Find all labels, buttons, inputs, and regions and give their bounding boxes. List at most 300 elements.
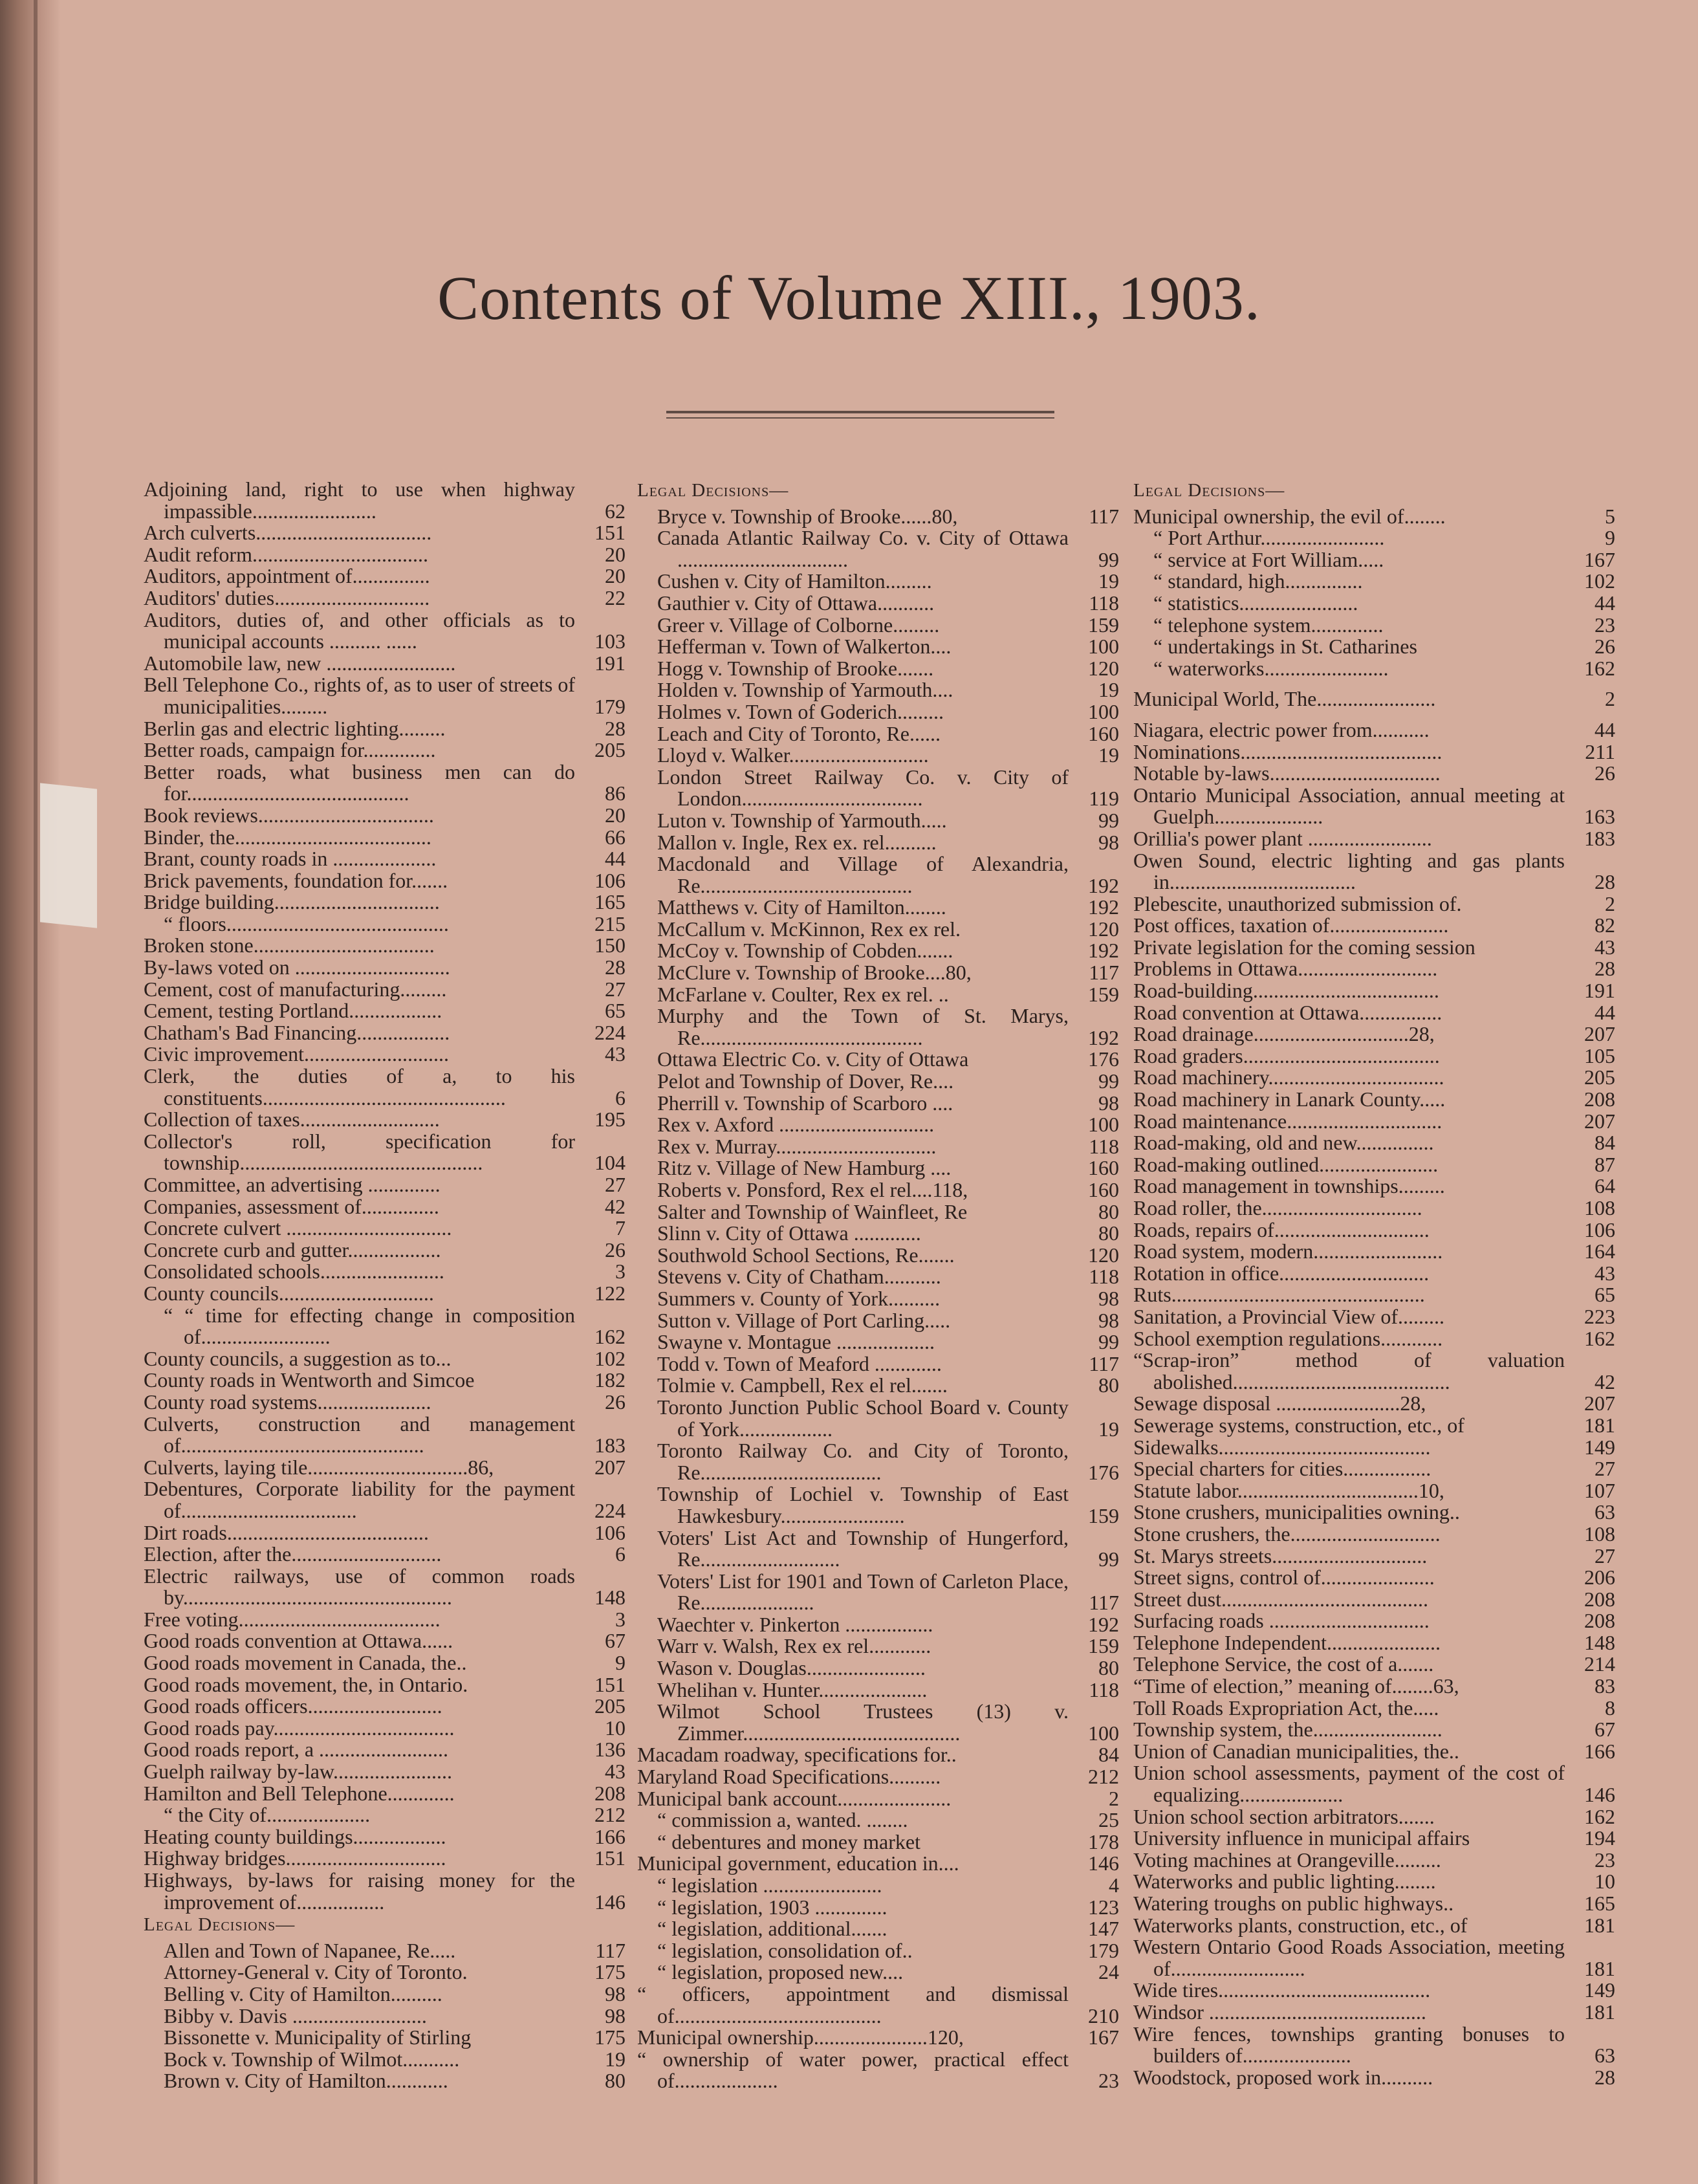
entry-text: Waterworks plants, construction, etc., of (1133, 1913, 1468, 1937)
entry-page-number: 80 (1098, 1373, 1119, 1397)
index-entry (1133, 915, 1615, 937)
entry-text: Highway bridges............................... (144, 1846, 446, 1870)
entry-text: Warr v. Walsh, Rex ex rel............ (657, 1634, 931, 1658)
entry-page-number: 151 (594, 521, 626, 545)
index-entry (637, 701, 1119, 723)
index-entry (1133, 1349, 1615, 1393)
index-entry (1133, 1002, 1615, 1024)
entry-text: Waechter v. Pinkerton ................. (657, 1612, 933, 1636)
entry-page-number: 43 (1595, 935, 1615, 959)
entry-page-number: 44 (1595, 1000, 1615, 1024)
entry-page-number: 20 (605, 564, 626, 588)
entry-page-number: 6 (615, 1542, 626, 1566)
entry-text: Problems in Ottawa........................... (1133, 957, 1438, 981)
entry-page-number: 26 (1595, 635, 1615, 659)
entry-page-number: 27 (1595, 1457, 1615, 1481)
entry-page-number: 28 (1595, 870, 1615, 894)
entry-page-number: 8 (1605, 1696, 1615, 1720)
entry-page-number: 167 (1088, 2026, 1119, 2049)
index-entry (144, 870, 626, 892)
entry-page-number: 27 (1595, 1544, 1615, 1567)
entry-text: Niagara, electric power from........... (1133, 717, 1430, 741)
entry-page-number: 148 (1584, 1630, 1615, 1654)
entry-page-number: 207 (1584, 1022, 1615, 1046)
index-entry (144, 1131, 626, 1174)
index-entry (1133, 1132, 1615, 1154)
entry-page-number: 166 (1584, 1739, 1615, 1763)
entry-text: Telephone Service, the cost of a....... (1133, 1652, 1434, 1676)
entry-page-number: 5 (1605, 504, 1615, 528)
index-entry (637, 1201, 1119, 1223)
entry-text: Union school section arbitrators....... (1133, 1804, 1435, 1828)
index-entry (144, 1370, 626, 1392)
entry-text: Audit reform.................................. (144, 542, 428, 566)
entry-text: Bridge building................................ (144, 890, 440, 914)
entry-text: Sutton v. Village of Port Carling..... (657, 1308, 951, 1332)
entry-page-number: 28 (1595, 2065, 1615, 2089)
entry-page-number: 44 (1595, 591, 1615, 615)
index-entry (637, 810, 1119, 832)
index-entry (144, 1022, 626, 1044)
index-entry (637, 1331, 1119, 1353)
index-entry (637, 832, 1119, 854)
entry-text: Concrete curb and gutter.................. (144, 1238, 441, 1261)
entry-page-number: 176 (1088, 1047, 1119, 1071)
entry-page-number: 44 (1595, 717, 1615, 741)
entry-page-number: 26 (605, 1390, 626, 1414)
entry-page-number: 44 (605, 847, 626, 871)
index-entry (144, 761, 626, 805)
index-entry (144, 1961, 626, 1983)
entry-text: “ statistics....................... (1153, 591, 1358, 615)
index-entry (1133, 1567, 1615, 1589)
index-entry (144, 1000, 626, 1022)
index-entry (637, 1744, 1119, 1766)
entry-text: Free voting....................................... (144, 1607, 441, 1631)
entry-text: Auditors, duties of, and other officials as to municipal accounts .......... ...... (144, 607, 575, 653)
entry-text: Cushen v. City of Hamilton......... (657, 569, 932, 593)
entry-text: Bryce v. Township of Brooke......80, (657, 504, 958, 528)
index-entry (1133, 1306, 1615, 1328)
index-entry (1133, 1936, 1615, 1980)
entry-text: Adjoining land, right to use when highway impassible........................ (144, 477, 575, 523)
index-entry (144, 1630, 626, 1652)
entry-text: Bibby v. Davis .......................... (164, 2004, 427, 2027)
entry-page-number: 42 (1595, 1370, 1615, 1393)
index-entry (1133, 980, 1615, 1002)
entry-page-number: 100 (1088, 635, 1119, 659)
index-entry (144, 2070, 626, 2092)
entry-text: Bissonette v. Municipality of Stirling (164, 2026, 472, 2049)
entry-text: Good roads report, a ......................... (144, 1738, 449, 1762)
entry-page-number: 82 (1595, 913, 1615, 937)
entry-text: Street dust........................................ (1133, 1587, 1428, 1611)
index-entry (637, 1071, 1119, 1093)
index-entry (1133, 1089, 1615, 1111)
index-entry (637, 1049, 1119, 1071)
entry-page-number: 195 (594, 1108, 626, 1131)
entry-text: Greer v. Village of Colborne......... (657, 613, 940, 637)
entry-page-number: 62 (605, 499, 626, 523)
entry-text: McFarlane v. Coulter, Rex ex rel. .. (657, 982, 949, 1006)
index-entry (144, 979, 626, 1001)
index-entry (637, 1310, 1119, 1332)
index-entry (1133, 658, 1615, 680)
entry-page-number: 205 (594, 1694, 626, 1718)
index-entry (637, 658, 1119, 680)
index-entry (1133, 828, 1615, 850)
entry-text: Guelph railway by-law....................... (144, 1760, 452, 1784)
entry-text: “ legislation, consolidation of.. (657, 1938, 913, 1962)
entry-page-number: 159 (1088, 613, 1119, 637)
index-entry (637, 1614, 1119, 1636)
entry-page-number: 23 (1098, 2069, 1119, 2093)
index-entry (637, 1766, 1119, 1788)
index-entry (1133, 850, 1615, 893)
entry-page-number: 105 (1584, 1043, 1615, 1067)
entry-page-number: 194 (1584, 1826, 1615, 1850)
index-entry (1133, 571, 1615, 593)
index-entry (1133, 1241, 1615, 1263)
entry-text: Ruts................................................. (1133, 1283, 1425, 1307)
index-entry (637, 1288, 1119, 1310)
entry-page-number: 164 (1584, 1239, 1615, 1263)
index-entry (1133, 1175, 1615, 1197)
entry-page-number: 19 (1098, 678, 1119, 702)
index-entry (1133, 1111, 1615, 1133)
entry-page-number: 100 (1088, 1721, 1119, 1745)
entry-text: Culverts, laying tile...............................86, (144, 1455, 494, 1479)
index-entry (144, 935, 626, 957)
entry-page-number: 151 (594, 1846, 626, 1870)
entry-text: McCallum v. McKinnon, Rex ex rel. (657, 917, 961, 941)
index-entry (637, 1440, 1119, 1483)
entry-text: Macadam roadway, specifications for.. (637, 1743, 957, 1767)
index-entry (144, 827, 626, 849)
entry-page-number: 120 (1088, 917, 1119, 941)
entry-page-number: 206 (1584, 1566, 1615, 1589)
index-entry (1133, 549, 1615, 571)
entry-page-number: 118 (1089, 591, 1119, 615)
entry-page-number: 98 (1098, 1091, 1119, 1115)
entry-page-number: 210 (1088, 2004, 1119, 2027)
index-entry (144, 609, 626, 653)
index-entry (144, 1348, 626, 1370)
index-entry (1133, 1828, 1615, 1850)
entry-text: Collector's roll, specification for township............................................... (144, 1129, 575, 1175)
title-rule-bottom (666, 417, 1054, 419)
index-entry (1133, 719, 1615, 741)
entry-page-number: 23 (1595, 613, 1615, 637)
entry-page-number: 26 (605, 1238, 626, 1261)
index-entry (1133, 741, 1615, 763)
index-entry (1133, 1523, 1615, 1545)
index-entry (1133, 785, 1615, 828)
index-entry (144, 1783, 626, 1805)
entry-text: Macdonald and Village of Alexandria, Re......................................... (657, 852, 1069, 897)
entry-text: “ undertakings in St. Catharines (1153, 635, 1417, 659)
entry-page-number: 84 (1595, 1131, 1615, 1155)
entry-text: Rotation in office............................. (1133, 1261, 1430, 1285)
entry-page-number: 106 (594, 868, 626, 892)
entry-page-number: 100 (1088, 1113, 1119, 1137)
entry-page-number: 160 (1088, 721, 1119, 745)
entry-text: “Scrap-iron” method of valuation abolished.......................................... (1133, 1348, 1565, 1393)
entry-page-number: 118 (1089, 1265, 1119, 1289)
index-entry (637, 1114, 1119, 1136)
index-entry (144, 544, 626, 566)
entry-page-number: 149 (1584, 1435, 1615, 1459)
entry-page-number: 66 (605, 825, 626, 849)
entry-page-number: 146 (1584, 1783, 1615, 1807)
entry-text: Municipal World, The....................... (1133, 687, 1436, 711)
entry-page-number: 192 (1088, 1612, 1119, 1636)
index-entry (144, 522, 626, 544)
entry-page-number: 100 (1088, 699, 1119, 723)
entry-page-number: 20 (605, 542, 626, 566)
entry-page-number: 118 (1089, 1134, 1119, 1158)
index-entry (1133, 1197, 1615, 1219)
index-entry (144, 653, 626, 675)
entry-page-number: 149 (1584, 1978, 1615, 2002)
entry-page-number: 80 (1098, 1656, 1119, 1680)
index-entry (637, 2027, 1119, 2049)
entry-text: Todd v. Town of Meaford ............. (657, 1351, 942, 1375)
index-entry (637, 1831, 1119, 1853)
index-entry (144, 1043, 626, 1065)
entry-page-number: 117 (1089, 961, 1119, 985)
entry-text: County roads in Wentworth and Simcoe (144, 1368, 475, 1392)
entry-page-number: 43 (605, 1760, 626, 1784)
entry-text: Good roads officers.......................... (144, 1694, 442, 1718)
entry-text: “ legislation, 1903 .............. (657, 1895, 887, 1919)
entry-page-number: 214 (1584, 1652, 1615, 1676)
index-entry (637, 767, 1119, 810)
entry-text: Highways, by-laws for raising money for the improvement of................. (144, 1868, 575, 1914)
index-entry (1133, 1676, 1615, 1698)
entry-page-number: 98 (1098, 830, 1119, 854)
entry-page-number: 205 (594, 738, 626, 762)
entry-text: Road management in townships......... (1133, 1174, 1445, 1198)
entry-text: Municipal ownership......................120, (637, 2026, 964, 2049)
entry-page-number: 22 (605, 585, 626, 609)
entry-text: Toronto Junction Public School Board v. County of York.................. (657, 1395, 1069, 1441)
entry-page-number: 23 (1595, 1848, 1615, 1872)
entry-text: Sanitation, a Provincial View of......... (1133, 1304, 1444, 1328)
index-entry (144, 1174, 626, 1196)
index-entry (637, 1179, 1119, 1201)
index-entry (1133, 2024, 1615, 2067)
index-entry (1133, 1502, 1615, 1523)
entry-page-number: 162 (1584, 656, 1615, 680)
entry-page-number: 6 (615, 1086, 626, 1109)
entry-text: Whelihan v. Hunter..................... (657, 1677, 928, 1701)
index-entry (637, 2049, 1119, 2092)
entry-text: Wide tires......................................... (1133, 1978, 1431, 2002)
entry-page-number: 65 (605, 999, 626, 1023)
index-entry (637, 1397, 1119, 1440)
entry-text: Good roads movement in Canada, the.. (144, 1651, 467, 1675)
entry-text: Road convention at Ottawa................ (1133, 1000, 1442, 1024)
entry-text: Roads, repairs of.............................. (1133, 1218, 1430, 1241)
entry-text: Post offices, taxation of....................... (1133, 913, 1449, 937)
entry-text: Street signs, control of...................... (1133, 1566, 1435, 1589)
entry-text: Tolmie v. Campbell, Rex el rel....... (657, 1373, 948, 1397)
entry-text: Swayne v. Montague ................... (657, 1330, 935, 1354)
index-entry (144, 1983, 626, 2005)
index-entry (144, 1522, 626, 1544)
entry-page-number: 104 (594, 1151, 626, 1175)
entry-page-number: 102 (1584, 569, 1615, 593)
entry-page-number: 65 (1595, 1283, 1615, 1307)
entry-text: “ debentures and money market (657, 1829, 920, 1853)
entry-text: Heating county buildings.................. (144, 1824, 446, 1848)
entry-text: Binder, the...................................... (144, 825, 431, 849)
entry-text: Companies, assessment of............... (144, 1194, 439, 1218)
index-entry (1133, 1589, 1615, 1611)
index-entry (1133, 1154, 1615, 1176)
entry-text: Gauthier v. City of Ottawa........... (657, 591, 935, 615)
index-entry (1133, 593, 1615, 615)
entry-text: Pelot and Township of Dover, Re.... (657, 1069, 954, 1093)
entry-text: Southwold School Sections, Re....... (657, 1243, 955, 1267)
entry-page-number: 108 (1584, 1522, 1615, 1545)
entry-page-number: 63 (1595, 1500, 1615, 1524)
entry-page-number: 207 (1584, 1109, 1615, 1133)
entry-text: Civic improvement............................ (144, 1042, 449, 1066)
entry-text: Luton v. Township of Yarmouth..... (657, 808, 947, 832)
index-entry (637, 745, 1119, 767)
entry-text: Berlin gas and electric lighting......... (144, 716, 446, 740)
index-entry (144, 674, 626, 717)
index-entry (144, 1804, 626, 1826)
index-entry (1133, 1393, 1615, 1415)
entry-text: Rex v. Axford .............................. (657, 1113, 935, 1137)
entry-page-number: 99 (1098, 808, 1119, 832)
entry-text: Mallon v. Ingle, Rex ex. rel.......... (657, 830, 937, 854)
entry-text: Election, after the............................. (144, 1542, 442, 1566)
index-entry (1133, 688, 1615, 710)
index-entry (637, 1701, 1119, 1744)
index-entry (144, 2005, 626, 2027)
entry-page-number: 99 (1098, 1330, 1119, 1354)
entry-text: Committee, an advertising .............. (144, 1173, 441, 1196)
entry-text: Rex v. Murray............................... (657, 1134, 937, 1158)
entry-page-number: 178 (1088, 1829, 1119, 1853)
entry-page-number: 162 (594, 1325, 626, 1349)
entry-text: Better roads, campaign for.............. (144, 738, 436, 762)
entry-text: Woodstock, proposed work in.......... (1133, 2065, 1433, 2089)
entry-text: Road roller, the............................... (1133, 1196, 1422, 1219)
index-entry (1133, 2002, 1615, 2024)
index-entry (144, 1414, 626, 1457)
entry-text: “ legislation, additional....... (657, 1917, 887, 1941)
entry-text: County councils, a suggestion as to... (144, 1346, 452, 1370)
entry-page-number: 224 (594, 1020, 626, 1044)
entry-page-number: 117 (1089, 1591, 1119, 1615)
entry-text: Dirt roads....................................... (144, 1520, 429, 1544)
entry-page-number: 147 (1088, 1917, 1119, 1941)
entry-page-number: 165 (594, 890, 626, 914)
entry-page-number: 223 (1584, 1304, 1615, 1328)
index-entry (1133, 1263, 1615, 1285)
index-entry (144, 1457, 626, 1479)
entry-text: Orillia's power plant ........................ (1133, 826, 1432, 850)
entry-page-number: 191 (594, 651, 626, 675)
index-entry (1133, 1893, 1615, 1915)
page-title: Contents of Volume XIII., 1903. (437, 263, 1261, 333)
entry-page-number: 67 (1595, 1718, 1615, 1742)
entry-page-number: 119 (1089, 787, 1119, 811)
index-entry (1133, 636, 1615, 658)
entry-text: Better roads, what business men can do for........................................... (144, 759, 575, 805)
index-entry (637, 1266, 1119, 1288)
entry-text: Salter and Township of Wainfleet, Re (657, 1199, 968, 1223)
entry-page-number: 43 (605, 1042, 626, 1066)
index-entry (144, 2049, 626, 2071)
index-entry (637, 1093, 1119, 1115)
entry-text: Automobile law, new ......................... (144, 651, 456, 675)
entry-page-number: 175 (594, 1960, 626, 1984)
entry-text: Electric railways, use of common roads by.................................................... (144, 1564, 575, 1610)
index-entry (637, 1005, 1119, 1049)
entry-page-number: 25 (1098, 1808, 1119, 1832)
index-entry (1133, 1632, 1615, 1654)
entry-text: Chatham's Bad Financing.................. (144, 1020, 450, 1044)
entry-text: Canada Atlantic Railway Co. v. City of Ottawa ................................. (657, 526, 1069, 571)
entry-text: Road machinery in Lanark County..... (1133, 1087, 1446, 1111)
entry-text: Roberts v. Ponsford, Rex el rel....118, (657, 1178, 968, 1201)
entry-page-number: 98 (605, 2004, 626, 2027)
entry-page-number: 24 (1098, 1960, 1119, 1984)
entry-text: Plebescite, unauthorized submission of. (1133, 891, 1462, 915)
entry-text: Road machinery.................................. (1133, 1065, 1444, 1089)
entry-page-number: 103 (594, 629, 626, 653)
entry-page-number: 28 (605, 956, 626, 979)
entry-text: “ waterworks........................ (1153, 656, 1389, 680)
index-entry (144, 1609, 626, 1631)
entry-text: Owen Sound, electric lighting and gas plants in.................................... (1133, 848, 1565, 894)
index-entry (1133, 1654, 1615, 1676)
entry-text: Sidewalks......................................... (1133, 1435, 1431, 1459)
entry-page-number: 9 (1605, 526, 1615, 550)
entry-page-number: 207 (594, 1455, 626, 1479)
index-entry (144, 587, 626, 609)
entry-text: McCoy v. Township of Cobden....... (657, 939, 953, 963)
entry-page-number: 167 (1584, 547, 1615, 571)
index-entry (144, 1239, 626, 1261)
index-entry (637, 1353, 1119, 1375)
index-entry (144, 1848, 626, 1870)
entry-text: Road system, modern......................... (1133, 1239, 1443, 1263)
index-entry (1133, 1762, 1615, 1806)
index-entry (144, 1761, 626, 1783)
entry-page-number: 87 (1595, 1152, 1615, 1176)
entry-page-number: 19 (1098, 743, 1119, 767)
index-entry (1133, 1980, 1615, 2002)
index-entry (144, 1696, 626, 1718)
entry-text: Broken stone................................... (144, 934, 435, 957)
entry-page-number: 64 (1595, 1174, 1615, 1198)
entry-text: Municipal bank account...................... (637, 1786, 952, 1810)
entry-page-number: 181 (1584, 2000, 1615, 2024)
index-entry (1133, 937, 1615, 959)
entry-text: Wason v. Douglas....................... (657, 1656, 926, 1680)
index-entry (144, 891, 626, 913)
entry-text: Union school assessments, payment of the cost of equalizing.................... (1133, 1761, 1565, 1807)
entry-page-number: 99 (1098, 1547, 1119, 1571)
entry-page-number: 175 (594, 2026, 626, 2049)
